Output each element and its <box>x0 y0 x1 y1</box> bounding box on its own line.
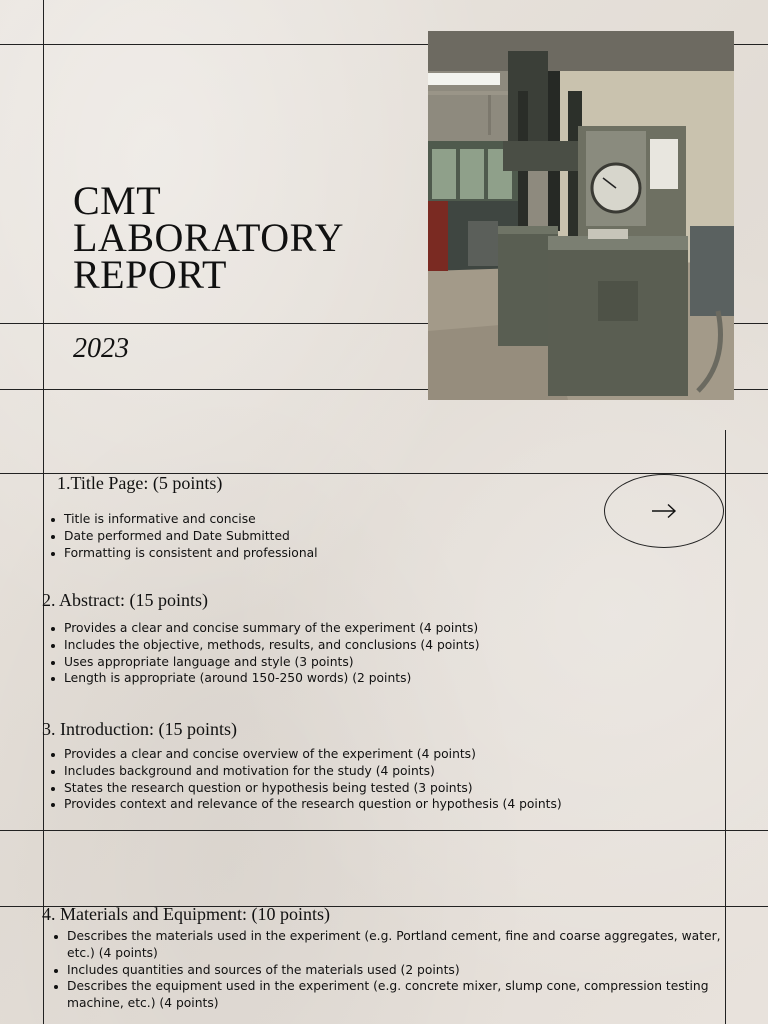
list-item: Uses appropriate language and style (3 points) <box>64 654 724 671</box>
section-heading: 2. Abstract: (15 points) <box>42 590 208 610</box>
section-heading: 4. Materials and Equipment: (10 points) <box>42 904 330 924</box>
section-heading: 3. Introduction: (15 points) <box>42 719 237 739</box>
title-line: LABORATORY <box>73 215 344 260</box>
list-item: Title is informative and concise <box>64 511 624 528</box>
list-item: Provides context and relevance of the research question or hypothesis (4 points) <box>64 796 734 813</box>
section-bullet-list <box>45 928 747 1012</box>
list-item: Provides a clear and concise overview of the experiment (4 points) <box>64 746 734 763</box>
title-line: CMT <box>73 178 162 223</box>
section-bullet-list <box>42 620 724 687</box>
list-item: Describes the equipment used in the experiment (e.g. concrete mixer, slump cone, compression testing machine, etc.) (4 points) <box>67 978 747 1012</box>
list-item: Includes quantities and sources of the materials used (2 points) <box>67 962 747 979</box>
list-item: Date performed and Date Submitted <box>64 528 624 545</box>
list-item: Describes the materials used in the experiment (e.g. Portland cement, fine and coarse aggregates, water, etc.) (4 points) <box>67 928 747 962</box>
arrow-right-icon <box>650 503 678 519</box>
list-item: Length is appropriate (around 150-250 words) (2 points) <box>64 670 724 687</box>
report-year: 2023 <box>73 333 129 364</box>
list-item: Formatting is consistent and professional <box>64 545 624 562</box>
list-item: Provides a clear and concise summary of the experiment (4 points) <box>64 620 724 637</box>
section-bullet-list <box>42 746 734 813</box>
title-line: REPORT <box>73 252 227 297</box>
list-item: Includes background and motivation for the study (4 points) <box>64 763 734 780</box>
grid-line <box>43 0 44 430</box>
list-item: Includes the objective, methods, results, and conclusions (4 points) <box>64 637 724 654</box>
next-page-button[interactable] <box>604 474 724 548</box>
grid-line <box>0 830 768 831</box>
testing-machine-photo <box>428 31 734 400</box>
section-bullet-list <box>42 511 624 561</box>
cover-section <box>0 0 768 430</box>
section-heading: 1.Title Page: (5 points) <box>57 473 223 493</box>
report-title <box>73 178 344 297</box>
list-item: States the research question or hypothesis being tested (3 points) <box>64 780 734 797</box>
